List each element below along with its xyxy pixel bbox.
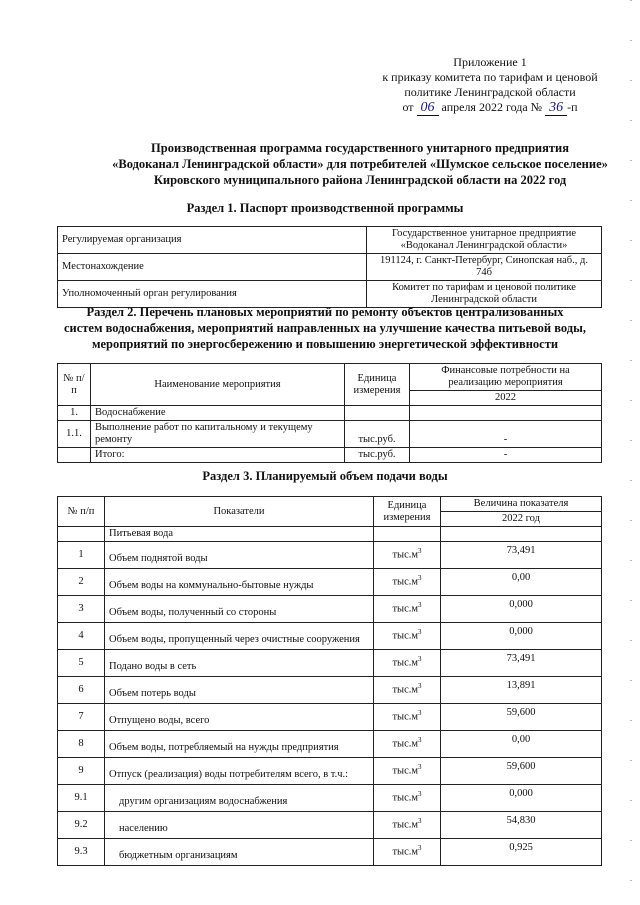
unit-text: тыс.м bbox=[392, 846, 419, 858]
cell-num: 1.1. bbox=[58, 421, 91, 448]
header-value: Величина показателя bbox=[441, 497, 602, 512]
water-supply-table bbox=[57, 496, 602, 866]
cell-unit bbox=[374, 623, 441, 650]
cell-unit bbox=[374, 839, 441, 866]
unit-text: тыс.м bbox=[392, 819, 419, 831]
header-year: 2022 bbox=[410, 391, 602, 406]
unit-text: тыс.м bbox=[392, 576, 419, 588]
cell-name: Подано воды в сеть bbox=[105, 650, 374, 677]
header-num: № п/п bbox=[58, 364, 91, 406]
date-day: 06 bbox=[417, 100, 439, 116]
cell-value: 73,491 bbox=[441, 650, 602, 677]
program-title-line: Производственная программа государственного унитарного предприятия bbox=[151, 141, 569, 155]
cell-value: 0,000 bbox=[441, 785, 602, 812]
header-name: Показатели bbox=[105, 497, 374, 527]
table-row bbox=[58, 406, 602, 421]
cell-num bbox=[58, 448, 91, 463]
unit-text: тыс.м bbox=[392, 684, 419, 696]
unit-exponent: 3 bbox=[418, 709, 422, 717]
unit-exponent: 3 bbox=[418, 628, 422, 636]
unit-text: тыс.м bbox=[392, 765, 419, 777]
appendix-block bbox=[370, 55, 610, 115]
cell-value: 0,000 bbox=[441, 623, 602, 650]
cell-value: 59,600 bbox=[441, 758, 602, 785]
date-prefix: от bbox=[402, 100, 414, 114]
cell-value: - bbox=[410, 421, 602, 448]
cell-unit bbox=[374, 596, 441, 623]
cell-name: Объем потерь воды bbox=[105, 677, 374, 704]
cell-name: другим организациям водоснабжения bbox=[105, 785, 374, 812]
order-number-suffix: -п bbox=[567, 100, 578, 114]
cell-value: 0,000 bbox=[441, 596, 602, 623]
cell-value: 13,891 bbox=[441, 677, 602, 704]
section2-title-line: систем водоснабжения, мероприятий направленных на улучшение качества питьевой воды, bbox=[63, 321, 587, 335]
table-row bbox=[58, 785, 602, 812]
cell-value: 59,600 bbox=[441, 704, 602, 731]
cell-unit: тыс.руб. bbox=[345, 448, 410, 463]
date-month-year: апреля 2022 года № bbox=[441, 100, 543, 114]
cell-value: Государственное унитарное предприятие «Водоканал Ленинградской области» bbox=[367, 227, 602, 254]
header-name: Наименование мероприятия bbox=[91, 364, 345, 406]
cell-value: Комитет по тарифам и ценовой политике Ленинградской области bbox=[367, 281, 602, 308]
cell-num: 3 bbox=[58, 596, 105, 623]
cell-num: 1. bbox=[58, 406, 91, 421]
unit-exponent: 3 bbox=[418, 601, 422, 609]
cell-label: Уполномоченный орган регулирования bbox=[58, 281, 367, 308]
unit-text: тыс.м bbox=[392, 603, 419, 615]
cell-name: Отпуск (реализация) воды потребителям всего, в т.ч.: bbox=[105, 758, 374, 785]
table-row bbox=[58, 812, 602, 839]
appendix-line: к приказу комитета по тарифам и ценовой bbox=[382, 70, 598, 84]
section2-title-line: Раздел 2. Перечень плановых мероприятий по ремонту объектов централизованных bbox=[86, 305, 564, 319]
program-title bbox=[90, 140, 630, 188]
table-body bbox=[58, 542, 602, 866]
table-header-row bbox=[58, 364, 602, 391]
unit-text: тыс.м bbox=[392, 657, 419, 669]
table-row bbox=[58, 758, 602, 785]
cell-num: 6 bbox=[58, 677, 105, 704]
cell-value: 73,491 bbox=[441, 542, 602, 569]
cell-unit bbox=[374, 527, 441, 542]
cell-name: Объем воды, потребляемый на нужды предприятия bbox=[105, 731, 374, 758]
appendix-date bbox=[370, 100, 610, 115]
cell-num: 8 bbox=[58, 731, 105, 758]
cell-unit bbox=[345, 406, 410, 421]
table-row bbox=[58, 227, 602, 254]
header-unit: Единица измерения bbox=[345, 364, 410, 406]
table-group-row bbox=[58, 527, 602, 542]
program-title-line: Кировского муниципального района Ленинградской области на 2022 год bbox=[153, 173, 567, 187]
cell-unit: тыс.руб. bbox=[345, 421, 410, 448]
unit-text: тыс.м bbox=[392, 711, 419, 723]
table-row bbox=[58, 731, 602, 758]
cell-num: 9.2 bbox=[58, 812, 105, 839]
unit-exponent: 3 bbox=[418, 655, 422, 663]
header-year: 2022 год bbox=[441, 512, 602, 527]
unit-exponent: 3 bbox=[418, 790, 422, 798]
appendix-title: Приложение 1 bbox=[453, 55, 527, 69]
table-row bbox=[58, 704, 602, 731]
cell-value: 191124, г. Санкт-Петербург, Синопская наб., д. 74б bbox=[367, 254, 602, 281]
cell-num: 9.3 bbox=[58, 839, 105, 866]
unit-exponent: 3 bbox=[418, 763, 422, 771]
cell-num: 2 bbox=[58, 569, 105, 596]
cell-value: 54,830 bbox=[441, 812, 602, 839]
cell-num: 1 bbox=[58, 542, 105, 569]
cell-value bbox=[441, 527, 602, 542]
table-row bbox=[58, 839, 602, 866]
header-num: № п/п bbox=[58, 497, 105, 527]
section2-title bbox=[30, 304, 620, 352]
table-row bbox=[58, 569, 602, 596]
cell-unit bbox=[374, 785, 441, 812]
measures-table bbox=[57, 363, 602, 463]
cell-unit bbox=[374, 704, 441, 731]
header-finance: Финансовые потребности на реализацию мероприятия bbox=[410, 364, 602, 391]
passport-table bbox=[57, 226, 602, 308]
cell-name: Итого: bbox=[91, 448, 345, 463]
cell-unit bbox=[374, 758, 441, 785]
table-row bbox=[58, 650, 602, 677]
cell-name: Объем воды, полученный со стороны bbox=[105, 596, 374, 623]
order-number: 36 bbox=[545, 100, 567, 116]
unit-text: тыс.м bbox=[392, 738, 419, 750]
unit-exponent: 3 bbox=[418, 547, 422, 555]
cell-num: 9.1 bbox=[58, 785, 105, 812]
unit-text: тыс.м bbox=[392, 549, 419, 561]
cell-num: 9 bbox=[58, 758, 105, 785]
table-row bbox=[58, 596, 602, 623]
cell-name: Водоснабжение bbox=[91, 406, 345, 421]
cell-name: Объем воды на коммунально-бытовые нужды bbox=[105, 569, 374, 596]
cell-name: Выполнение работ по капитальному и текущему ремонту bbox=[91, 421, 345, 448]
cell-num: 5 bbox=[58, 650, 105, 677]
cell-unit bbox=[374, 731, 441, 758]
table-row bbox=[58, 677, 602, 704]
cell-unit bbox=[374, 812, 441, 839]
program-title-line: «Водоканал Ленинградской области» для потребителей «Шумское сельское поселение» bbox=[112, 157, 608, 171]
cell-value: 0,925 bbox=[441, 839, 602, 866]
table-row bbox=[58, 623, 602, 650]
unit-exponent: 3 bbox=[418, 574, 422, 582]
section3-title: Раздел 3. Планируемый объем подачи воды bbox=[202, 469, 448, 483]
table-header-row bbox=[58, 497, 602, 512]
unit-exponent: 3 bbox=[418, 844, 422, 852]
cell-num bbox=[58, 527, 105, 542]
unit-exponent: 3 bbox=[418, 682, 422, 690]
cell-name: населению bbox=[105, 812, 374, 839]
cell-unit bbox=[374, 542, 441, 569]
group-label: Питьевая вода bbox=[105, 527, 374, 542]
cell-label: Местонахождение bbox=[58, 254, 367, 281]
table-row bbox=[58, 254, 602, 281]
cell-unit bbox=[374, 650, 441, 677]
appendix-line: политике Ленинградской области bbox=[404, 85, 576, 99]
unit-exponent: 3 bbox=[418, 736, 422, 744]
cell-value: - bbox=[410, 448, 602, 463]
unit-exponent: 3 bbox=[418, 817, 422, 825]
cell-name: бюджетным организациям bbox=[105, 839, 374, 866]
table-row bbox=[58, 448, 602, 463]
cell-unit bbox=[374, 569, 441, 596]
cell-name: Объем воды, пропущенный через очистные сооружения bbox=[105, 623, 374, 650]
cell-name: Объем поднятой воды bbox=[105, 542, 374, 569]
cell-num: 4 bbox=[58, 623, 105, 650]
scan-margin-marks bbox=[630, 0, 632, 905]
cell-num: 7 bbox=[58, 704, 105, 731]
cell-value bbox=[410, 406, 602, 421]
unit-text: тыс.м bbox=[392, 630, 419, 642]
unit-text: тыс.м bbox=[392, 792, 419, 804]
cell-label: Регулируемая организация bbox=[58, 227, 367, 254]
cell-name: Отпущено воды, всего bbox=[105, 704, 374, 731]
cell-value: 0,00 bbox=[441, 569, 602, 596]
section1-title: Раздел 1. Паспорт производственной программы bbox=[186, 201, 464, 215]
cell-value: 0,00 bbox=[441, 731, 602, 758]
header-unit: Единица измерения bbox=[374, 497, 441, 527]
cell-unit bbox=[374, 677, 441, 704]
table-row bbox=[58, 421, 602, 448]
section2-title-line: мероприятий по энергосбережению и повышению энергетической эффективности bbox=[91, 337, 559, 351]
table-row bbox=[58, 542, 602, 569]
